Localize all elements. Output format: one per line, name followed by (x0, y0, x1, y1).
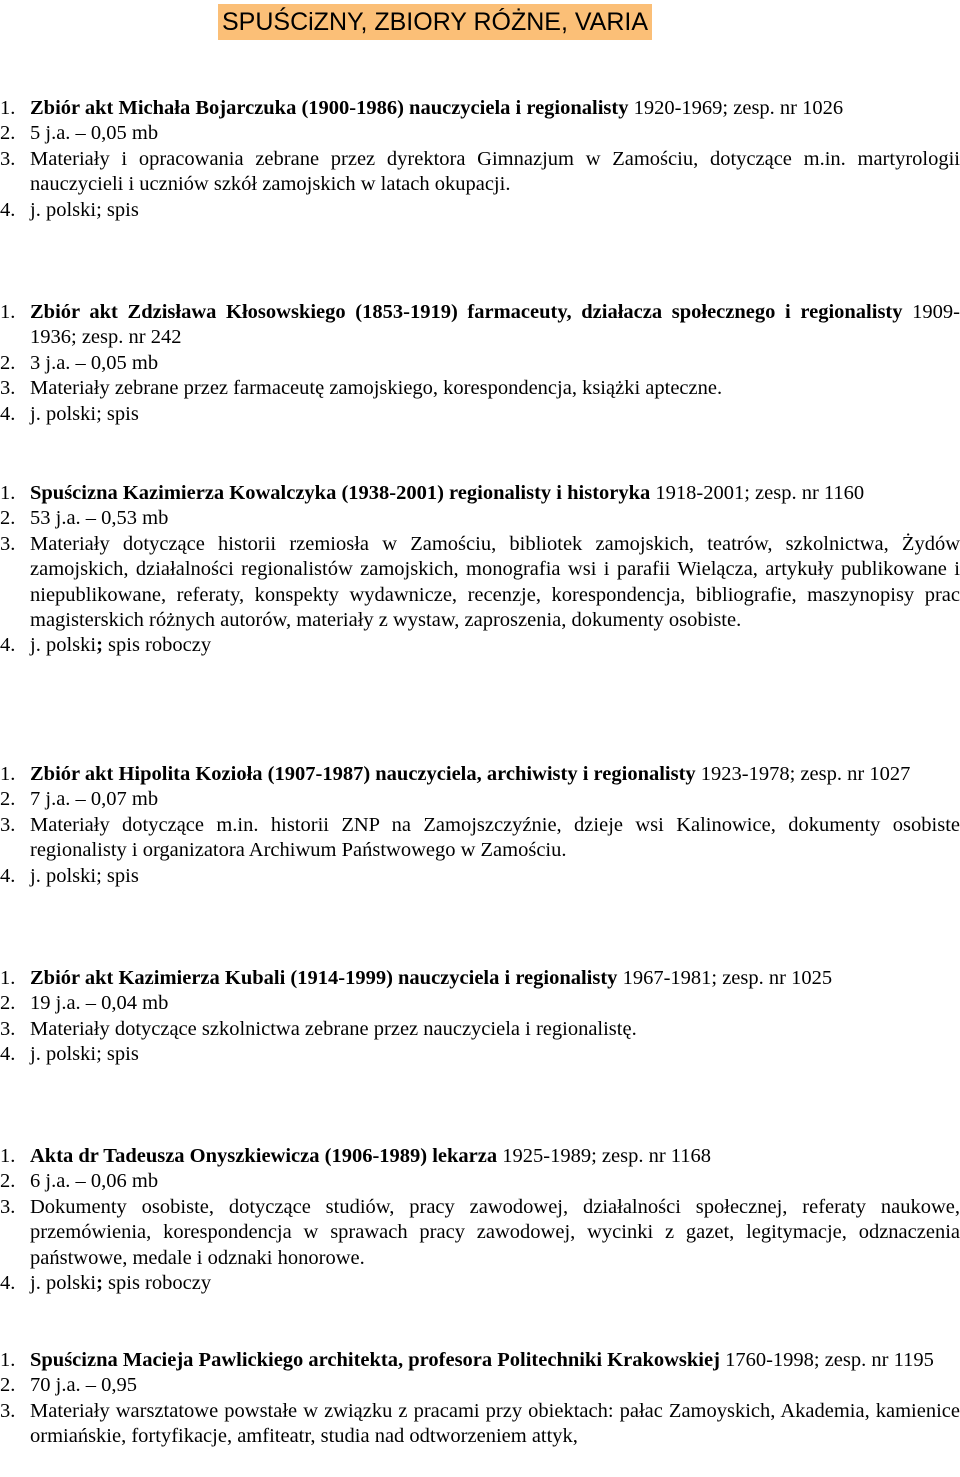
entry-size-row (0, 351, 960, 376)
entry-title-row (0, 762, 960, 787)
entry-name: Spuścizna Macieja Pawlickiego architekta, profesora Politechniki Krakowskiej (30, 1349, 720, 1371)
entry-dates: 1925-1989; zesp. nr 1168 (497, 1145, 712, 1167)
entry-inventory: spis (106, 864, 139, 887)
item-number: 1. (0, 301, 16, 323)
item-number: 2. (0, 351, 16, 374)
entry-description: Materiały dotyczące m.in. historii ZNP na Zamojszczyźnie, dzieje wsi Kalinowice, dokumenty osobiste regionalisty i organizatora Archiwum Państwowego w Zamościu. (30, 813, 960, 862)
item-number: 3. (0, 147, 16, 170)
entry-language-row (0, 198, 960, 223)
item-number: 2. (0, 1170, 16, 1193)
entry-title-row (0, 481, 960, 506)
entry-size: 70 j.a. – 0,95 (30, 1374, 138, 1397)
separator: ; (96, 634, 109, 657)
item-number: 2. (0, 507, 16, 530)
entry-name: Zbiór akt Michała Bojarczuka (1900-1986) nauczyciela i regionalisty (30, 97, 629, 119)
separator: ; (96, 198, 107, 221)
entry-size: 5 j.a. – 0,05 mb (30, 122, 159, 145)
entry-language-row (0, 864, 960, 889)
entry-size: 53 j.a. – 0,53 mb (30, 507, 169, 530)
separator: ; (96, 1272, 109, 1295)
item-number: 1. (0, 763, 16, 785)
entry-language-row (0, 1271, 960, 1296)
entry-name: Zbiór akt Kazimierza Kubali (1914-1999) nauczyciela i regionalisty (30, 967, 618, 989)
separator: ; (96, 864, 107, 887)
entry-inventory: spis roboczy (108, 634, 212, 657)
entry-language-row (0, 1042, 960, 1067)
item-number: 3. (0, 813, 16, 836)
entry-dates: 1920-1969; zesp. nr 1026 (628, 97, 844, 119)
entry-description: Dokumenty osobiste, dotyczące studiów, pracy zawodowej, działalności społecznej, referaty naukowe, przemówienia, korespondencja w sprawach pracy zawodowej, wycinki z gazet, legitymacje, odznaczenia państwowe, medale i odznaki honorowe. (30, 1195, 960, 1269)
entry-title-row (0, 300, 960, 351)
archive-entry (0, 481, 960, 659)
entry-inventory: spis roboczy (108, 1272, 212, 1295)
entry-dates: 1918-2001; zesp. nr 1160 (650, 482, 865, 504)
entry-description: Materiały dotyczące szkolnictwa zebrane przez nauczyciela i regionalistę. (30, 1017, 637, 1040)
entry-title-row (0, 966, 960, 991)
item-number: 4. (0, 1272, 16, 1295)
item-number: 1. (0, 482, 16, 504)
entry-inventory: spis (106, 198, 139, 221)
archive-entry (0, 966, 960, 1068)
entry-language: j. polski (30, 1043, 97, 1066)
item-number: 1. (0, 97, 16, 119)
item-number: 2. (0, 122, 16, 145)
item-number: 2. (0, 992, 16, 1015)
item-number: 1. (0, 1145, 16, 1167)
entry-size: 7 j.a. – 0,07 mb (30, 788, 159, 811)
entry-description-row (0, 1195, 960, 1271)
entry-title-row (0, 1144, 960, 1169)
archive-entry (0, 1348, 960, 1450)
item-number: 4. (0, 198, 16, 221)
item-number: 4. (0, 402, 16, 425)
page-title: SPUŚCiZNY, ZBIORY RÓŻNE, VARIA (218, 4, 652, 40)
entry-size-row (0, 506, 960, 531)
item-number: 3. (0, 1195, 16, 1218)
entry-size-row (0, 121, 960, 146)
entry-description-row (0, 1399, 960, 1450)
entry-language: j. polski (30, 402, 97, 425)
entry-name: Spuścizna Kazimierza Kowalczyka (1938-2001) regionalisty i historyka (30, 482, 651, 504)
item-number: 4. (0, 864, 16, 887)
entry-language: j. polski (30, 1272, 97, 1295)
entry-name: Akta dr Tadeusza Onyszkiewicza (1906-1989) lekarza (30, 1145, 498, 1167)
item-number: 4. (0, 1043, 16, 1066)
title-block (218, 4, 652, 40)
entry-title-row (0, 1348, 960, 1373)
entry-description-row (0, 532, 960, 634)
entry-language: j. polski (30, 634, 97, 657)
entry-dates: 1967-1981; zesp. nr 1025 (617, 967, 833, 989)
item-number: 2. (0, 788, 16, 811)
item-number: 3. (0, 1399, 16, 1422)
entry-size: 3 j.a. – 0,05 mb (30, 351, 159, 374)
entry-language: j. polski (30, 864, 97, 887)
entry-description: Materiały dotyczące historii rzemiosła w Zamościu, bibliotek zamojskich, teatrów, szkolnictwa, Żydów zamojskich, działalności regionalistów zamojskich, monografia wsi i parafii Wielącza, artykuły publikowane i niepublikowane, referaty, konspekty wydawnicze, recenzje, korespondencja, bibliografie, maszynopisy prac magisterskich różnych autorów, materiały z wystaw, zaproszenia, dokumenty osobiste. (30, 532, 960, 632)
entry-size: 6 j.a. – 0,06 mb (30, 1170, 159, 1193)
entry-dates: 1909-1936; zesp. nr 242 (30, 301, 960, 349)
entry-title-row (0, 96, 960, 121)
item-number: 1. (0, 1349, 16, 1371)
entry-name: Zbiór akt Zdzisława Kłosowskiego (1853-1919) farmaceuty, działacza społecznego i regionalisty (30, 301, 903, 323)
archive-entry (0, 1144, 960, 1296)
entry-size-row (0, 991, 960, 1016)
entry-language: j. polski (30, 198, 97, 221)
entry-size-row (0, 1169, 960, 1194)
entry-description-row (0, 1017, 960, 1042)
separator: ; (96, 402, 107, 425)
entry-dates: 1760-1998; zesp. nr 1195 (719, 1349, 934, 1371)
archive-entry (0, 300, 960, 427)
item-number: 3. (0, 377, 16, 400)
entry-size-row (0, 787, 960, 812)
entry-name: Zbiór akt Hipolita Kozioła (1907-1987) nauczyciela, archiwisty i regionalisty (30, 763, 696, 785)
item-number: 1. (0, 967, 16, 989)
item-number: 3. (0, 532, 16, 555)
archive-entry (0, 762, 960, 889)
item-number: 3. (0, 1017, 16, 1040)
entry-description: Materiały warsztatowe powstałe w związku z pracami przy obiektach: pałac Zamoyskich, Akademia, kamienice ormiańskie, fortyfikacje, amfiteatr, studia nad odtworzeniem attyk, (30, 1399, 960, 1448)
entry-inventory: spis (106, 1043, 139, 1066)
entry-dates: 1923-1978; zesp. nr 1027 (695, 763, 911, 785)
entry-description: Materiały zebrane przez farmaceutę zamojskiego, korespondencja, książki apteczne. (30, 377, 723, 400)
item-number: 2. (0, 1374, 16, 1397)
entry-language-row (0, 633, 960, 658)
entry-description-row (0, 813, 960, 864)
item-number: 4. (0, 634, 16, 657)
archive-entry (0, 96, 960, 223)
entry-inventory: spis (106, 402, 139, 425)
entry-size-row (0, 1373, 960, 1398)
entry-language-row (0, 402, 960, 427)
entry-size: 19 j.a. – 0,04 mb (30, 992, 169, 1015)
entry-description-row (0, 376, 960, 401)
entry-description: Materiały i opracowania zebrane przez dyrektora Gimnazjum w Zamościu, dotyczące m.in. martyrologii nauczycieli i uczniów szkół zamojskich w latach okupacji. (30, 147, 960, 196)
separator: ; (96, 1043, 107, 1066)
entry-description-row (0, 147, 960, 198)
